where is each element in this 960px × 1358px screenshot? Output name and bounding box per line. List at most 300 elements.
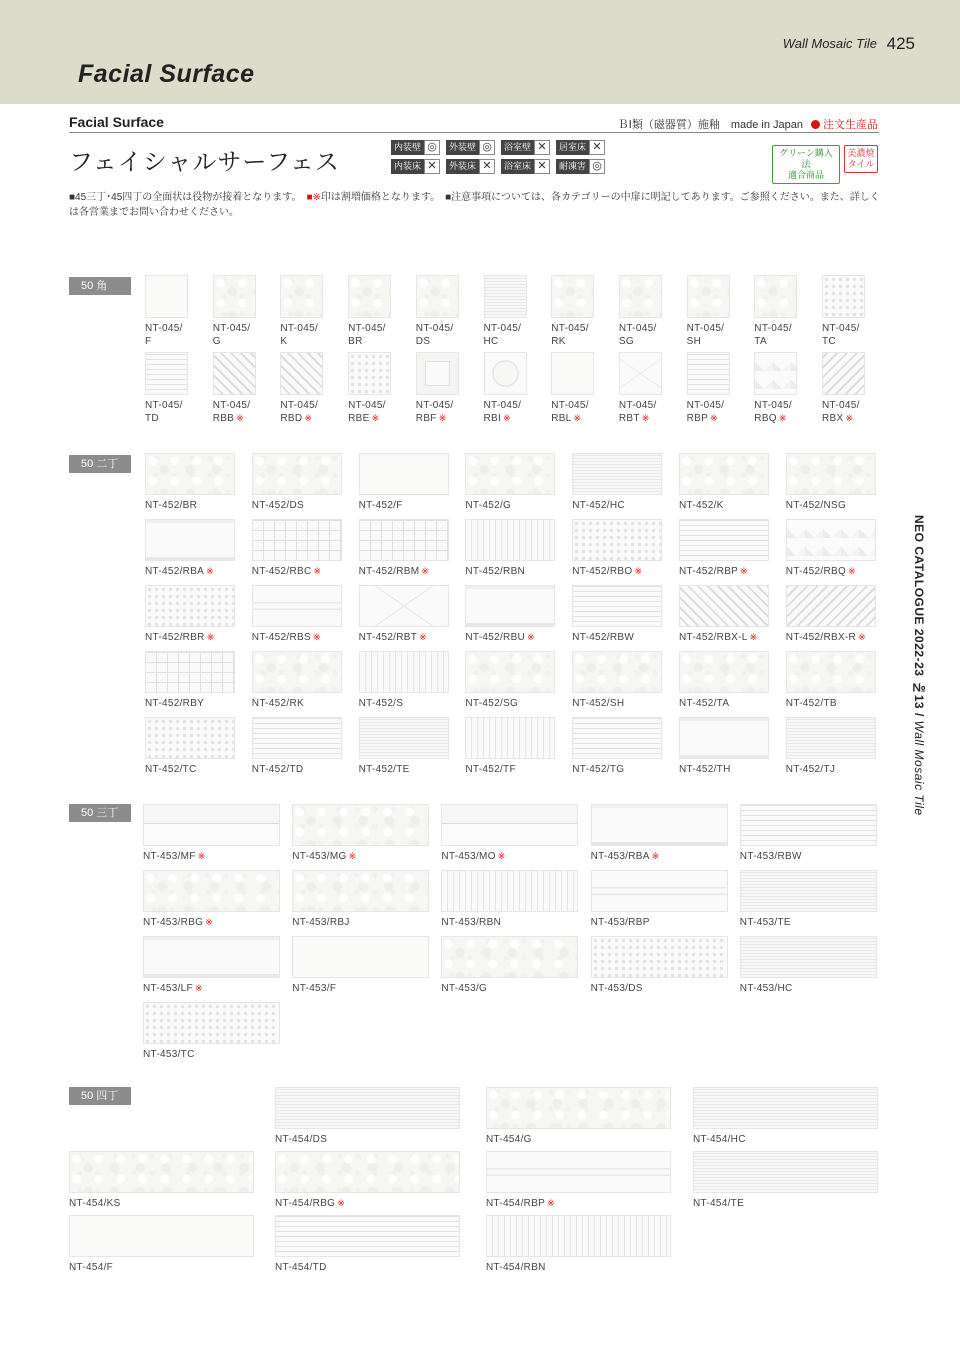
tile-code-text: NT-452/TJ bbox=[785, 764, 836, 775]
surcharge-star-icon: ※ bbox=[845, 413, 854, 423]
tile-code-text: NT-453/F bbox=[292, 983, 337, 994]
tile-item bbox=[465, 651, 555, 710]
tile-swatch bbox=[693, 1151, 878, 1193]
tile-code bbox=[786, 499, 876, 512]
tile-item bbox=[687, 352, 730, 425]
tile-item bbox=[69, 1151, 254, 1210]
tile-item bbox=[465, 453, 555, 512]
surcharge-star-icon: ※ bbox=[419, 632, 428, 642]
tile-code bbox=[484, 399, 527, 425]
surcharge-star-icon: ※ bbox=[573, 413, 582, 423]
tile-code bbox=[143, 850, 280, 863]
tile-swatch bbox=[679, 651, 769, 693]
tile-code bbox=[465, 499, 555, 512]
tile-code bbox=[822, 322, 865, 348]
tile-code-text: NT-045/ bbox=[483, 323, 522, 334]
tile-code bbox=[359, 631, 449, 644]
tile-code-text: NT-452/RBQ bbox=[785, 566, 847, 577]
tile-swatch bbox=[69, 1215, 254, 1257]
tile-swatch bbox=[465, 717, 555, 759]
tile-swatch bbox=[143, 936, 280, 978]
tile-swatch bbox=[252, 453, 342, 495]
tile-item bbox=[754, 275, 797, 348]
tile-code-text: NT-454/DS bbox=[275, 1134, 328, 1145]
tile-code bbox=[441, 850, 578, 863]
surcharge-star-icon: ※ bbox=[497, 851, 506, 861]
tile-code-text: NT-045/ bbox=[822, 323, 860, 334]
tile-code bbox=[486, 1133, 671, 1146]
tile-item bbox=[551, 352, 594, 425]
tile-code-text: TA bbox=[754, 336, 767, 347]
tile-code bbox=[69, 1197, 254, 1210]
tile-code-text: NT-454/RBG bbox=[275, 1198, 336, 1209]
tile-swatch bbox=[275, 1215, 460, 1257]
tile-code-text: RBD bbox=[280, 413, 303, 424]
tile-code bbox=[591, 850, 728, 863]
tile-swatch bbox=[145, 651, 235, 693]
tile-code-text: NT-454/F bbox=[69, 1262, 114, 1273]
divider bbox=[69, 132, 879, 133]
tile-swatch bbox=[213, 275, 256, 318]
tile-code-text: TC bbox=[822, 336, 836, 347]
tile-swatch bbox=[619, 352, 662, 395]
tile-code-text: NT-452/RBS bbox=[251, 632, 311, 643]
tile-item bbox=[441, 804, 578, 863]
tile-swatch bbox=[416, 275, 459, 318]
tile-code bbox=[145, 322, 188, 348]
tile-item bbox=[786, 519, 876, 578]
tile-code-text: NT-452/RBO bbox=[572, 566, 633, 577]
tile-swatch bbox=[740, 936, 877, 978]
tile-item bbox=[441, 936, 578, 995]
tile-swatch bbox=[786, 453, 876, 495]
tile-swatch bbox=[465, 453, 555, 495]
tile-code-text: NT-452/TC bbox=[145, 764, 197, 775]
tile-item bbox=[348, 275, 391, 348]
tile-code-text: NT-453/MG bbox=[292, 851, 347, 862]
tile-swatch bbox=[572, 453, 662, 495]
tile-swatch bbox=[252, 717, 342, 759]
tile-code bbox=[145, 399, 188, 425]
tile-swatch bbox=[441, 936, 578, 978]
tile-code bbox=[619, 399, 662, 425]
tile-code bbox=[572, 631, 662, 644]
usage-mark: ✕ bbox=[424, 159, 440, 174]
tile-code bbox=[252, 565, 342, 578]
tile-code bbox=[679, 763, 769, 776]
tile-code bbox=[619, 322, 662, 348]
tile-swatch bbox=[416, 352, 459, 395]
tile-code-text: NT-452/RBX-R bbox=[785, 632, 857, 643]
tile-code-text: NT-454/TD bbox=[275, 1262, 327, 1273]
tile-code-text: NT-045/ bbox=[415, 400, 454, 411]
tile-item bbox=[484, 352, 527, 425]
tile-swatch bbox=[754, 275, 797, 318]
tile-code bbox=[359, 499, 449, 512]
tile-item bbox=[591, 804, 728, 863]
side-catalogue: NEO CATALOGUE 2022-23 №13 / bbox=[912, 515, 926, 721]
tile-code-text: NT-454/RBN bbox=[486, 1262, 546, 1273]
usage-cell bbox=[446, 158, 501, 174]
tile-code-text: TD bbox=[145, 413, 159, 424]
tile-code bbox=[591, 982, 728, 995]
tile-item bbox=[679, 585, 769, 644]
tile-swatch bbox=[572, 585, 662, 627]
tile-code bbox=[786, 697, 876, 710]
tile-code bbox=[143, 1048, 280, 1061]
tile-swatch bbox=[359, 585, 449, 627]
surcharge-star-icon: ※ bbox=[205, 917, 214, 927]
tile-swatch bbox=[213, 352, 256, 395]
tile-code-text: NT-045/ bbox=[754, 400, 792, 411]
surcharge-star-icon: ※ bbox=[371, 413, 380, 423]
surcharge-star-icon: ※ bbox=[641, 413, 650, 423]
tile-code bbox=[252, 763, 342, 776]
tile-swatch bbox=[145, 352, 188, 395]
tile-swatch bbox=[465, 519, 555, 561]
tile-code-text: NT-452/K bbox=[679, 500, 724, 511]
usage-cell bbox=[446, 139, 501, 155]
tile-code-text: NT-452/HC bbox=[572, 500, 625, 511]
tile-code-text: NT-453/RBN bbox=[441, 917, 502, 928]
tile-code-text: NT-452/TB bbox=[785, 698, 837, 709]
tile-code bbox=[275, 1197, 460, 1210]
tile-code-text: NT-453/RBP bbox=[590, 917, 650, 928]
tile-code-text: G bbox=[212, 336, 221, 347]
side-category: Wall Mosaic Tile bbox=[912, 720, 926, 816]
tile-code-text: NT-454/G bbox=[486, 1134, 532, 1145]
tile-code bbox=[740, 916, 877, 929]
tile-code-text: F bbox=[145, 336, 152, 347]
tile-item bbox=[679, 453, 769, 512]
tile-item bbox=[145, 453, 235, 512]
tile-code bbox=[486, 1261, 671, 1274]
tile-swatch bbox=[786, 717, 876, 759]
tile-item bbox=[280, 275, 323, 348]
tile-code-text: RBE bbox=[348, 413, 370, 424]
tile-code-text: NT-452/RBM bbox=[358, 566, 420, 577]
tile-code-text: NT-453/DS bbox=[590, 983, 643, 994]
tile-item bbox=[572, 453, 662, 512]
tile-code bbox=[786, 565, 876, 578]
tile-code-text: NT-045/ bbox=[212, 323, 251, 334]
usage-mark: ◎ bbox=[479, 140, 495, 155]
tile-code bbox=[465, 631, 555, 644]
tile-code-text: NT-452/RBR bbox=[145, 632, 205, 643]
tile-code-text: RBT bbox=[618, 413, 640, 424]
tile-code-text: NT-453/RBJ bbox=[292, 917, 350, 928]
tile-code bbox=[280, 322, 323, 348]
tile-swatch bbox=[359, 717, 449, 759]
section-tag-50x4: 50 四丁 bbox=[69, 1087, 131, 1105]
tile-code bbox=[486, 1197, 671, 1210]
surcharge-star-icon: ※ bbox=[206, 632, 215, 642]
tile-code-text: NT-045/ bbox=[551, 400, 589, 411]
made-to-order-label: 注文生産品 bbox=[823, 119, 878, 131]
tile-swatch bbox=[551, 275, 594, 318]
tile-swatch bbox=[292, 804, 429, 846]
mino-tile-badge: 美濃焼 タイル bbox=[844, 145, 878, 173]
tile-code-text: RBL bbox=[551, 413, 572, 424]
tile-swatch bbox=[292, 936, 429, 978]
notes bbox=[69, 190, 881, 220]
tile-swatch bbox=[143, 1002, 280, 1044]
tile-swatch bbox=[292, 870, 429, 912]
surcharge-star-icon: ※ bbox=[858, 632, 866, 642]
tile-code bbox=[143, 916, 280, 929]
tile-item bbox=[619, 352, 662, 425]
tile-swatch bbox=[441, 804, 578, 846]
tile-item bbox=[486, 1087, 671, 1146]
series-spec bbox=[618, 116, 878, 132]
tile-swatch bbox=[754, 352, 797, 395]
tile-code-text: NT-453/LF bbox=[143, 983, 193, 994]
tile-code-text: NT-045/ bbox=[212, 400, 251, 411]
tile-code-text: NT-453/G bbox=[441, 983, 488, 994]
tile-swatch bbox=[679, 519, 769, 561]
side-catalogue-text bbox=[912, 515, 926, 816]
tile-item bbox=[252, 717, 342, 776]
tile-code bbox=[465, 763, 555, 776]
tile-item bbox=[145, 352, 188, 425]
tile-swatch bbox=[143, 870, 280, 912]
tile-code-text: NT-454/RBP bbox=[486, 1198, 546, 1209]
tile-code-text: RBX bbox=[822, 413, 844, 424]
tile-code-text: NT-452/G bbox=[465, 500, 512, 511]
usage-mark: ✕ bbox=[479, 159, 495, 174]
tile-code bbox=[465, 565, 555, 578]
tile-item bbox=[143, 1002, 280, 1061]
tile-code-text: NT-045/ bbox=[280, 400, 319, 411]
tile-swatch bbox=[275, 1151, 460, 1193]
tile-item bbox=[465, 717, 555, 776]
tile-item bbox=[465, 585, 555, 644]
tile-swatch bbox=[145, 275, 188, 318]
tile-item bbox=[359, 651, 449, 710]
tile-code-text: NT-452/TF bbox=[465, 764, 516, 775]
tile-swatch bbox=[786, 519, 876, 561]
tile-code bbox=[484, 322, 527, 348]
tile-code-text: SH bbox=[686, 336, 702, 347]
tile-code bbox=[679, 631, 769, 644]
tile-code-text: NT-453/RBA bbox=[590, 851, 650, 862]
usage-cell bbox=[556, 139, 611, 155]
tile-item bbox=[572, 585, 662, 644]
tile-swatch bbox=[145, 717, 235, 759]
tile-swatch bbox=[486, 1151, 671, 1193]
tile-code-text: NT-454/KS bbox=[69, 1198, 121, 1209]
usage-label: 居室床 bbox=[556, 140, 589, 155]
tile-swatch bbox=[441, 870, 578, 912]
tile-item bbox=[275, 1215, 460, 1274]
tile-code bbox=[572, 499, 662, 512]
category-name: Wall Mosaic Tile bbox=[782, 36, 877, 51]
tile-code bbox=[143, 982, 280, 995]
usage-cell bbox=[391, 158, 446, 174]
tile-code bbox=[359, 565, 449, 578]
tile-swatch bbox=[275, 1087, 460, 1129]
tile-code-text: NT-045/ bbox=[145, 323, 183, 334]
usage-label: 耐凍害 bbox=[556, 159, 589, 174]
tile-item bbox=[679, 519, 769, 578]
surcharge-star-icon: ※ bbox=[651, 851, 660, 861]
tile-code-text: NT-452/RBW bbox=[572, 632, 635, 643]
tile-item bbox=[143, 870, 280, 929]
tile-code bbox=[679, 499, 769, 512]
tile-item bbox=[145, 585, 235, 644]
tile-code-text: NT-452/TA bbox=[679, 698, 730, 709]
tile-code-text: NT-453/HC bbox=[739, 983, 793, 994]
tile-code bbox=[754, 322, 797, 348]
tile-code-text: SG bbox=[618, 336, 634, 347]
tile-code-text: NT-045/ bbox=[551, 323, 589, 334]
tile-item bbox=[754, 352, 797, 425]
tile-code bbox=[465, 697, 555, 710]
series-name-jp: フェイシャルサーフェス bbox=[69, 149, 340, 176]
tile-code-text: NT-452/TH bbox=[679, 764, 731, 775]
tile-swatch bbox=[145, 453, 235, 495]
made-to-order-dot-icon bbox=[811, 120, 820, 129]
band-title: Facial Surface bbox=[78, 60, 255, 88]
tile-code bbox=[572, 763, 662, 776]
tile-code bbox=[145, 565, 235, 578]
tile-code-text: NT-452/TG bbox=[572, 764, 625, 775]
tile-item bbox=[551, 275, 594, 348]
tile-swatch bbox=[280, 352, 323, 395]
tile-swatch bbox=[572, 717, 662, 759]
usage-cell bbox=[391, 139, 446, 155]
tile-code bbox=[441, 916, 578, 929]
header-band bbox=[0, 0, 960, 104]
tile-item bbox=[145, 717, 235, 776]
tile-item bbox=[572, 717, 662, 776]
tile-code-text: NT-454/HC bbox=[693, 1134, 746, 1145]
usage-cell bbox=[556, 158, 611, 174]
tile-code-text: NT-452/BR bbox=[145, 500, 198, 511]
tile-swatch bbox=[69, 1151, 254, 1193]
tile-code-text: NT-452/RBU bbox=[465, 632, 526, 643]
tile-code-text: NT-453/MF bbox=[143, 851, 196, 862]
tile-swatch bbox=[572, 519, 662, 561]
tile-item bbox=[252, 585, 342, 644]
tile-code-text: DS bbox=[415, 336, 431, 347]
tile-code-text: RBP bbox=[686, 413, 709, 424]
tile-code bbox=[275, 1261, 460, 1274]
tile-code bbox=[213, 399, 256, 425]
tile-item bbox=[416, 352, 459, 425]
surcharge-star-icon: ※ bbox=[206, 566, 214, 576]
tile-code-text: NT-452/RBY bbox=[145, 698, 205, 709]
tile-item bbox=[69, 1215, 254, 1274]
tile-code-text: NT-045/ bbox=[348, 400, 386, 411]
surcharge-star-icon: ※ bbox=[634, 566, 643, 576]
tile-code-text: RBQ bbox=[754, 413, 777, 424]
surcharge-star-icon: ※ bbox=[236, 413, 244, 423]
tile-item bbox=[591, 870, 728, 929]
tile-code bbox=[213, 322, 256, 348]
tile-code-text: NT-452/TD bbox=[251, 764, 304, 775]
tile-code-text: NT-452/SH bbox=[572, 698, 625, 709]
tile-code-text: RBF bbox=[415, 413, 437, 424]
tile-swatch bbox=[679, 453, 769, 495]
tile-code bbox=[145, 763, 235, 776]
tile-code bbox=[551, 399, 594, 425]
section-tag-50sq: 50 角 bbox=[69, 277, 131, 295]
tile-item bbox=[740, 804, 877, 863]
tile-item bbox=[687, 275, 730, 348]
tile-code-text: NT-452/NSG bbox=[785, 500, 847, 511]
tile-item bbox=[679, 717, 769, 776]
tile-code-text: NT-452/RBC bbox=[251, 566, 312, 577]
tile-swatch bbox=[484, 275, 527, 318]
surcharge-star-icon: ※ bbox=[348, 851, 357, 861]
surcharge-star-icon: ※ bbox=[304, 413, 313, 423]
tile-swatch bbox=[348, 352, 391, 395]
tile-item bbox=[145, 651, 235, 710]
tile-item bbox=[484, 275, 527, 348]
tile-code-text: NT-453/RBW bbox=[739, 851, 802, 862]
usage-cell bbox=[501, 139, 556, 155]
tile-code bbox=[416, 322, 459, 348]
usage-mark: ◎ bbox=[424, 140, 440, 155]
tile-swatch bbox=[465, 585, 555, 627]
tile-code bbox=[441, 982, 578, 995]
tile-item bbox=[143, 936, 280, 995]
tile-item bbox=[359, 585, 449, 644]
usage-label: 外装床 bbox=[446, 159, 479, 174]
tile-item bbox=[786, 585, 876, 644]
tile-swatch bbox=[252, 585, 342, 627]
tile-code bbox=[572, 565, 662, 578]
surcharge-star-icon: ※ bbox=[313, 566, 322, 576]
tile-code-text: NT-452/RBA bbox=[145, 566, 205, 577]
tile-item bbox=[822, 275, 865, 348]
tile-swatch bbox=[679, 585, 769, 627]
note-1: ■45三丁･45四丁の全面状は役物が接着となります。 bbox=[69, 192, 297, 203]
tile-item bbox=[359, 519, 449, 578]
tile-code-text: NT-045/ bbox=[618, 323, 657, 334]
tile-code bbox=[740, 982, 877, 995]
surcharge-star-icon: ※ bbox=[778, 413, 787, 423]
surcharge-star-icon: ※ bbox=[503, 413, 511, 423]
tile-item bbox=[679, 651, 769, 710]
usage-label: 内装壁 bbox=[391, 140, 424, 155]
tile-swatch bbox=[252, 519, 342, 561]
tile-item bbox=[416, 275, 459, 348]
note-4: は各営業までお問い合わせください。 bbox=[69, 207, 239, 218]
tile-code-text: NT-045/ bbox=[145, 400, 183, 411]
tile-code-text: NT-045/ bbox=[483, 400, 522, 411]
tile-swatch bbox=[687, 275, 730, 318]
tile-swatch bbox=[145, 519, 235, 561]
tile-swatch bbox=[145, 585, 235, 627]
tile-swatch bbox=[786, 585, 876, 627]
usage-label: 内装床 bbox=[391, 159, 424, 174]
usage-mark: ✕ bbox=[534, 159, 550, 174]
tile-code bbox=[348, 322, 391, 348]
tile-code bbox=[740, 850, 877, 863]
tile-swatch bbox=[484, 352, 527, 395]
tile-code bbox=[275, 1133, 460, 1146]
tile-item bbox=[786, 717, 876, 776]
tile-code bbox=[679, 565, 769, 578]
tile-swatch bbox=[687, 352, 730, 395]
tile-item bbox=[486, 1215, 671, 1274]
section-tag-50x2: 50 二丁 bbox=[69, 455, 131, 473]
tile-swatch bbox=[551, 352, 594, 395]
tile-code-text: NT-453/TC bbox=[143, 1049, 195, 1060]
tile-item bbox=[252, 519, 342, 578]
